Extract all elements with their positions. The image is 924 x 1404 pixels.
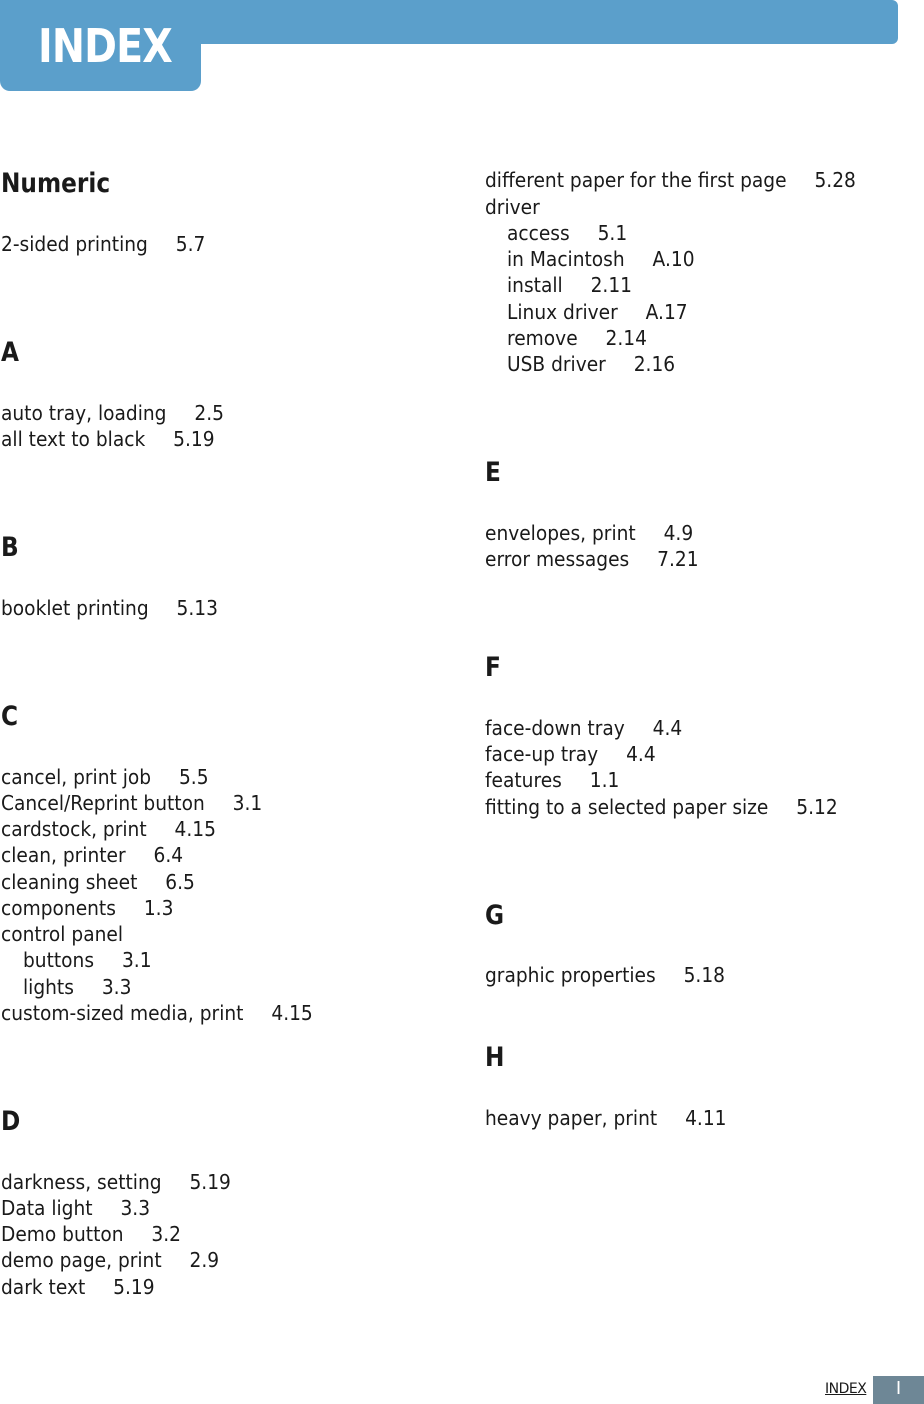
- entry-page: 2.5: [194, 401, 224, 425]
- entry-term: 2-sided printing: [1, 232, 148, 256]
- entry-page: 5.18: [683, 963, 725, 987]
- index-entry: [485, 767, 619, 793]
- entry-term: cancel, print job: [1, 765, 152, 789]
- entry-page: 5.7: [175, 232, 206, 256]
- entry-term: components: [1, 896, 116, 920]
- entry-page: 4.9: [663, 521, 694, 545]
- entry-page: 5.28: [814, 168, 856, 192]
- footer-section-label: INDEX: [825, 1381, 867, 1397]
- index-entry: [1, 921, 123, 947]
- index-entry: [1, 1274, 155, 1300]
- section-heading-c: C: [1, 701, 19, 732]
- index-entry: [1, 816, 216, 842]
- entry-term: Data light: [1, 1196, 93, 1220]
- section-heading-b: B: [1, 532, 19, 563]
- index-entry: [1, 1169, 231, 1195]
- entry-page: 1.1: [589, 768, 620, 792]
- entry-term: darkness, setting: [1, 1170, 162, 1194]
- entry-page: 3.1: [232, 791, 263, 815]
- entry-page: 5.19: [173, 427, 215, 451]
- footer-page-number: I: [873, 1376, 924, 1404]
- section-heading-a: A: [1, 337, 19, 368]
- entry-page: 2.9: [189, 1248, 220, 1272]
- index-entry: [485, 1105, 727, 1131]
- entry-page: 2.14: [605, 326, 647, 350]
- entry-term: in Macintosh: [507, 247, 625, 271]
- entry-page: 4.15: [174, 817, 216, 841]
- entry-term: error messages: [485, 547, 630, 571]
- entry-page: 6.5: [165, 870, 195, 894]
- entry-term: install: [507, 273, 563, 297]
- index-entry: [485, 962, 725, 988]
- index-entry: [485, 167, 856, 193]
- entry-page: 3.3: [120, 1196, 151, 1220]
- entry-term: different paper for the first page: [485, 168, 787, 192]
- entry-page: 5.19: [113, 1275, 155, 1299]
- entry-term: graphic properties: [485, 963, 656, 987]
- entry-term: face-up tray: [485, 742, 599, 766]
- index-entry: [485, 546, 699, 572]
- entry-term: Linux driver: [507, 300, 618, 324]
- entry-page: 4.4: [652, 716, 683, 740]
- entry-term: heavy paper, print: [485, 1106, 658, 1130]
- index-entry: [1, 400, 224, 426]
- index-subentry: [507, 272, 632, 298]
- entry-term: lights: [23, 975, 74, 999]
- entry-page: 5.19: [189, 1170, 231, 1194]
- entry-term: cardstock, print: [1, 817, 147, 841]
- index-entry: [485, 715, 682, 741]
- entry-page: 6.4: [153, 843, 184, 867]
- index-entry: [1, 426, 215, 452]
- entry-term: envelopes, print: [485, 521, 636, 545]
- index-entry: [485, 794, 838, 820]
- entry-term: dark text: [1, 1275, 86, 1299]
- entry-page: 1.3: [143, 896, 174, 920]
- index-entry: [1, 869, 195, 895]
- entry-term: fitting to a selected paper size: [485, 795, 769, 819]
- entry-term: driver: [485, 195, 540, 219]
- section-heading-numeric: Numeric: [1, 168, 111, 199]
- entry-term: access: [507, 221, 570, 245]
- entry-page: 3.2: [151, 1222, 182, 1246]
- index-subentry: [507, 325, 647, 351]
- index-entry: [1, 842, 183, 868]
- index-entry: [1, 1000, 313, 1026]
- index-subentry: [507, 220, 627, 246]
- entry-term: demo page, print: [1, 1248, 162, 1272]
- index-entry: [1, 1195, 150, 1221]
- entry-page: 7.21: [657, 547, 699, 571]
- entry-page: 5.5: [178, 765, 209, 789]
- index-entry: [485, 741, 656, 767]
- section-heading-g: G: [485, 900, 505, 931]
- entry-page: 5.1: [597, 221, 628, 245]
- entry-page: 2.11: [590, 273, 632, 297]
- entry-page: 2.16: [633, 352, 676, 376]
- index-entry: [1, 231, 205, 257]
- entry-page: 4.11: [685, 1106, 727, 1130]
- index-entry: [1, 895, 173, 921]
- index-entry: [485, 194, 540, 220]
- entry-term: Demo button: [1, 1222, 124, 1246]
- entry-page: A.17: [645, 300, 688, 324]
- index-entry: [1, 790, 262, 816]
- index-entry: [1, 1221, 181, 1247]
- entry-term: USB driver: [507, 352, 606, 376]
- entry-term: remove: [507, 326, 578, 350]
- index-subentry: [507, 351, 675, 377]
- entry-term: auto tray, loading: [1, 401, 167, 425]
- section-heading-e: E: [485, 457, 501, 488]
- entry-page: 4.4: [626, 742, 656, 766]
- entry-term: cleaning sheet: [1, 870, 138, 894]
- index-entry: [1, 764, 209, 790]
- entry-term: control panel: [1, 922, 123, 946]
- entry-page: A.10: [652, 247, 695, 271]
- index-subentry: [507, 246, 695, 272]
- index-subentry: [507, 299, 688, 325]
- entry-term: all text to black: [1, 427, 146, 451]
- entry-page: 5.13: [176, 596, 218, 620]
- section-heading-f: F: [485, 652, 501, 683]
- entry-term: clean, printer: [1, 843, 126, 867]
- section-heading-d: D: [1, 1106, 21, 1137]
- index-entry: [1, 1247, 219, 1273]
- index-subentry: [23, 947, 152, 973]
- entry-term: booklet printing: [1, 596, 149, 620]
- section-heading-h: H: [485, 1042, 505, 1073]
- entry-page: 3.1: [121, 948, 152, 972]
- index-entry: [485, 520, 693, 546]
- entry-term: features: [485, 768, 562, 792]
- entry-term: buttons: [23, 948, 95, 972]
- entry-term: custom-sized media, print: [1, 1001, 244, 1025]
- entry-term: face-down tray: [485, 716, 625, 740]
- entry-page: 5.12: [796, 795, 838, 819]
- entry-page: 4.15: [271, 1001, 313, 1025]
- entry-page: 3.3: [101, 975, 132, 999]
- page-title: INDEX: [38, 19, 172, 73]
- index-entry: [1, 595, 218, 621]
- entry-term: Cancel/Reprint button: [1, 791, 205, 815]
- index-subentry: [23, 974, 131, 1000]
